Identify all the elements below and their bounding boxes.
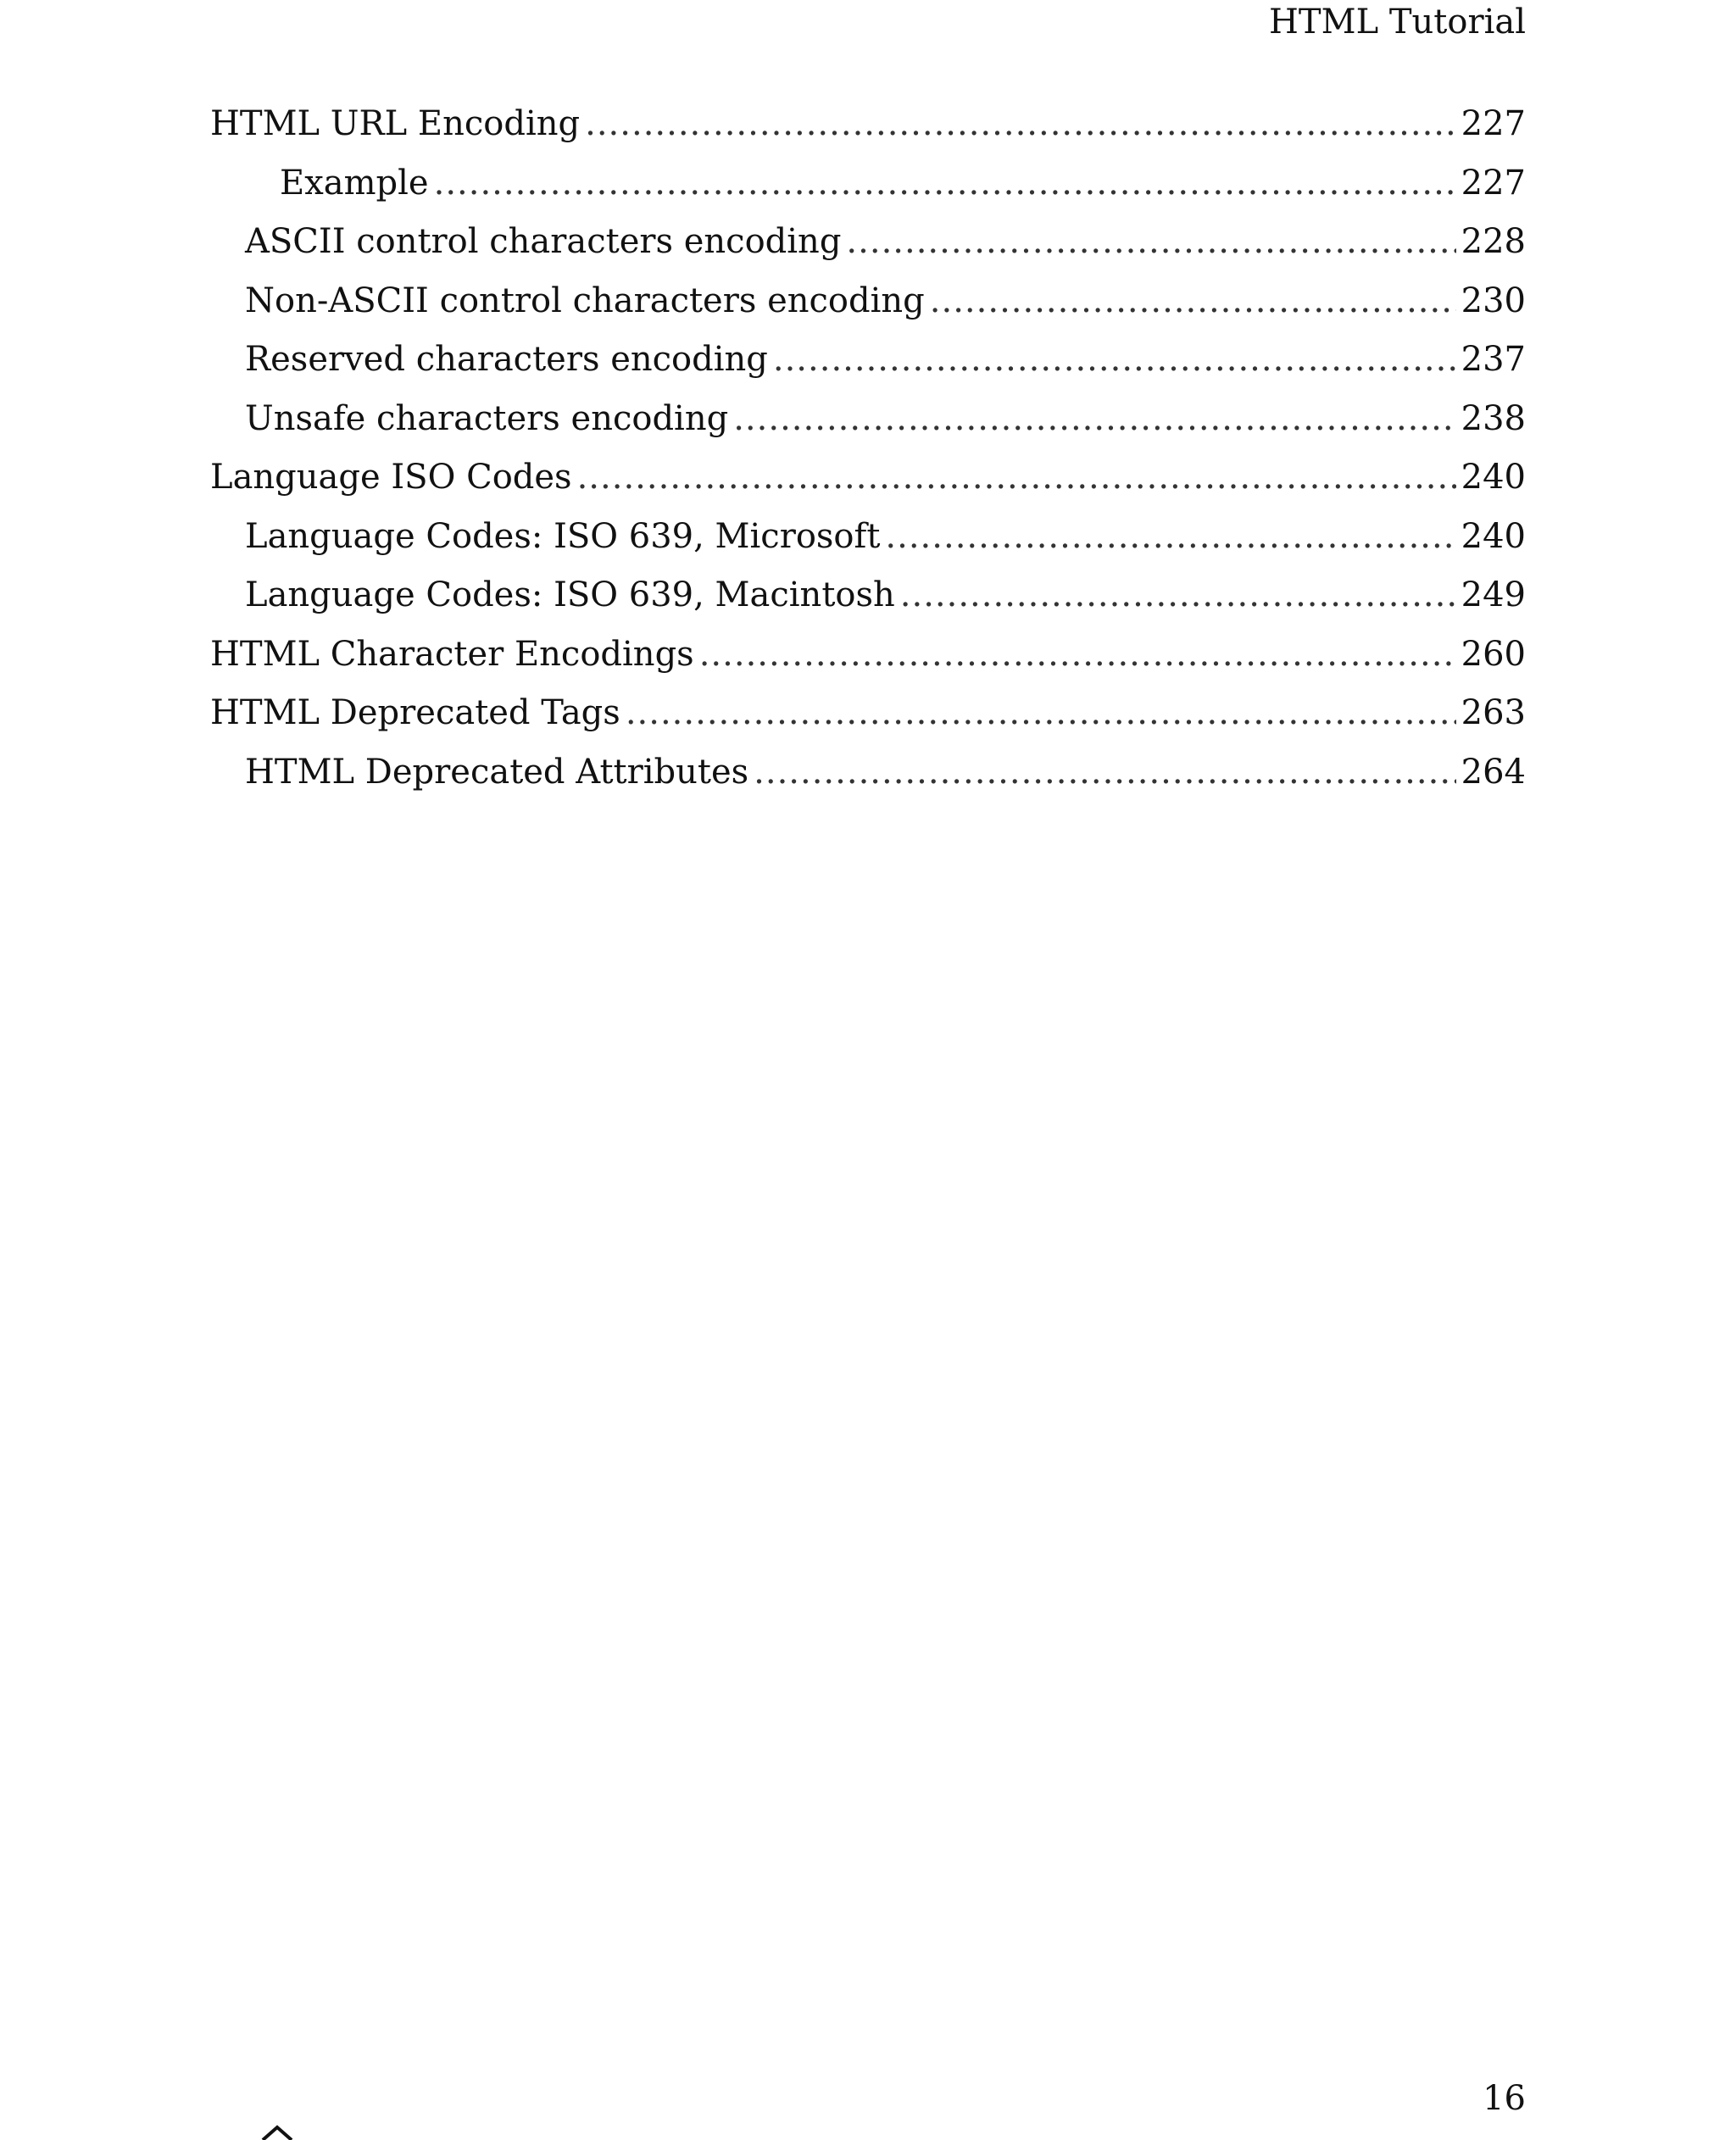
toc-entry-page: 240 xyxy=(1461,458,1526,497)
toc-entry-title: Language ISO Codes xyxy=(210,458,572,497)
toc-entry[interactable] xyxy=(210,102,1526,161)
toc-entry-page: 227 xyxy=(1461,104,1526,143)
toc-entry-page: 237 xyxy=(1461,340,1526,379)
toc-dot-leader xyxy=(900,573,1456,617)
toc-dot-leader xyxy=(699,632,1456,676)
toc-entry-page: 260 xyxy=(1461,634,1526,674)
toc-dot-leader xyxy=(733,397,1455,441)
toc-dot-leader xyxy=(434,161,1456,205)
toc-dot-leader xyxy=(626,691,1456,735)
toc-entry[interactable] xyxy=(210,514,1526,574)
toc-entry[interactable] xyxy=(210,455,1526,514)
toc-entry-page: 240 xyxy=(1461,516,1526,556)
table-of-contents xyxy=(210,102,1526,809)
toc-entry[interactable] xyxy=(210,573,1526,632)
toc-entry-page: 230 xyxy=(1461,281,1526,320)
toc-entry-title: HTML Deprecated Attributes xyxy=(245,752,749,792)
toc-dot-leader xyxy=(577,455,1456,499)
toc-entry-title: Language Codes: ISO 639, Microsoft xyxy=(245,516,881,556)
toc-entry[interactable] xyxy=(210,220,1526,279)
toc-entry-title: HTML Deprecated Tags xyxy=(210,693,620,732)
toc-entry-title: Non-ASCII control characters encoding xyxy=(245,281,925,320)
toc-entry[interactable] xyxy=(210,161,1526,220)
toc-entry-page: 228 xyxy=(1461,222,1526,261)
toc-entry-page: 227 xyxy=(1461,163,1526,203)
toc-entry[interactable] xyxy=(210,632,1526,692)
toc-entry-title: ASCII control characters encoding xyxy=(245,222,842,261)
toc-entry-page: 249 xyxy=(1461,575,1526,614)
toc-entry[interactable] xyxy=(210,397,1526,456)
toc-entry-page: 238 xyxy=(1461,398,1526,438)
toc-dot-leader xyxy=(885,514,1455,559)
page-number: 16 xyxy=(1483,2079,1526,2118)
toc-dot-leader xyxy=(754,750,1456,794)
toc-entry[interactable] xyxy=(210,750,1526,809)
toc-entry-page: 264 xyxy=(1461,752,1526,792)
toc-entry[interactable] xyxy=(210,337,1526,397)
toc-dot-leader xyxy=(846,220,1455,264)
toc-dot-leader xyxy=(930,279,1456,323)
toc-entry[interactable] xyxy=(210,279,1526,338)
toc-entry-title: Reserved characters encoding xyxy=(245,340,768,379)
running-header-title: HTML Tutorial xyxy=(1269,3,1526,42)
toc-entry-title: Example xyxy=(280,163,429,203)
toc-entry-title: HTML Character Encodings xyxy=(210,634,694,674)
toc-entry-title: Unsafe characters encoding xyxy=(245,398,729,438)
toc-dot-leader xyxy=(773,337,1456,381)
toc-entry-title: HTML URL Encoding xyxy=(210,104,581,143)
toc-entry[interactable] xyxy=(210,691,1526,750)
toc-entry-title: Language Codes: ISO 639, Macintosh xyxy=(245,575,895,614)
toc-entry-page: 263 xyxy=(1461,693,1526,732)
chevron-up-icon[interactable] xyxy=(256,2123,298,2140)
toc-dot-leader xyxy=(585,102,1456,146)
